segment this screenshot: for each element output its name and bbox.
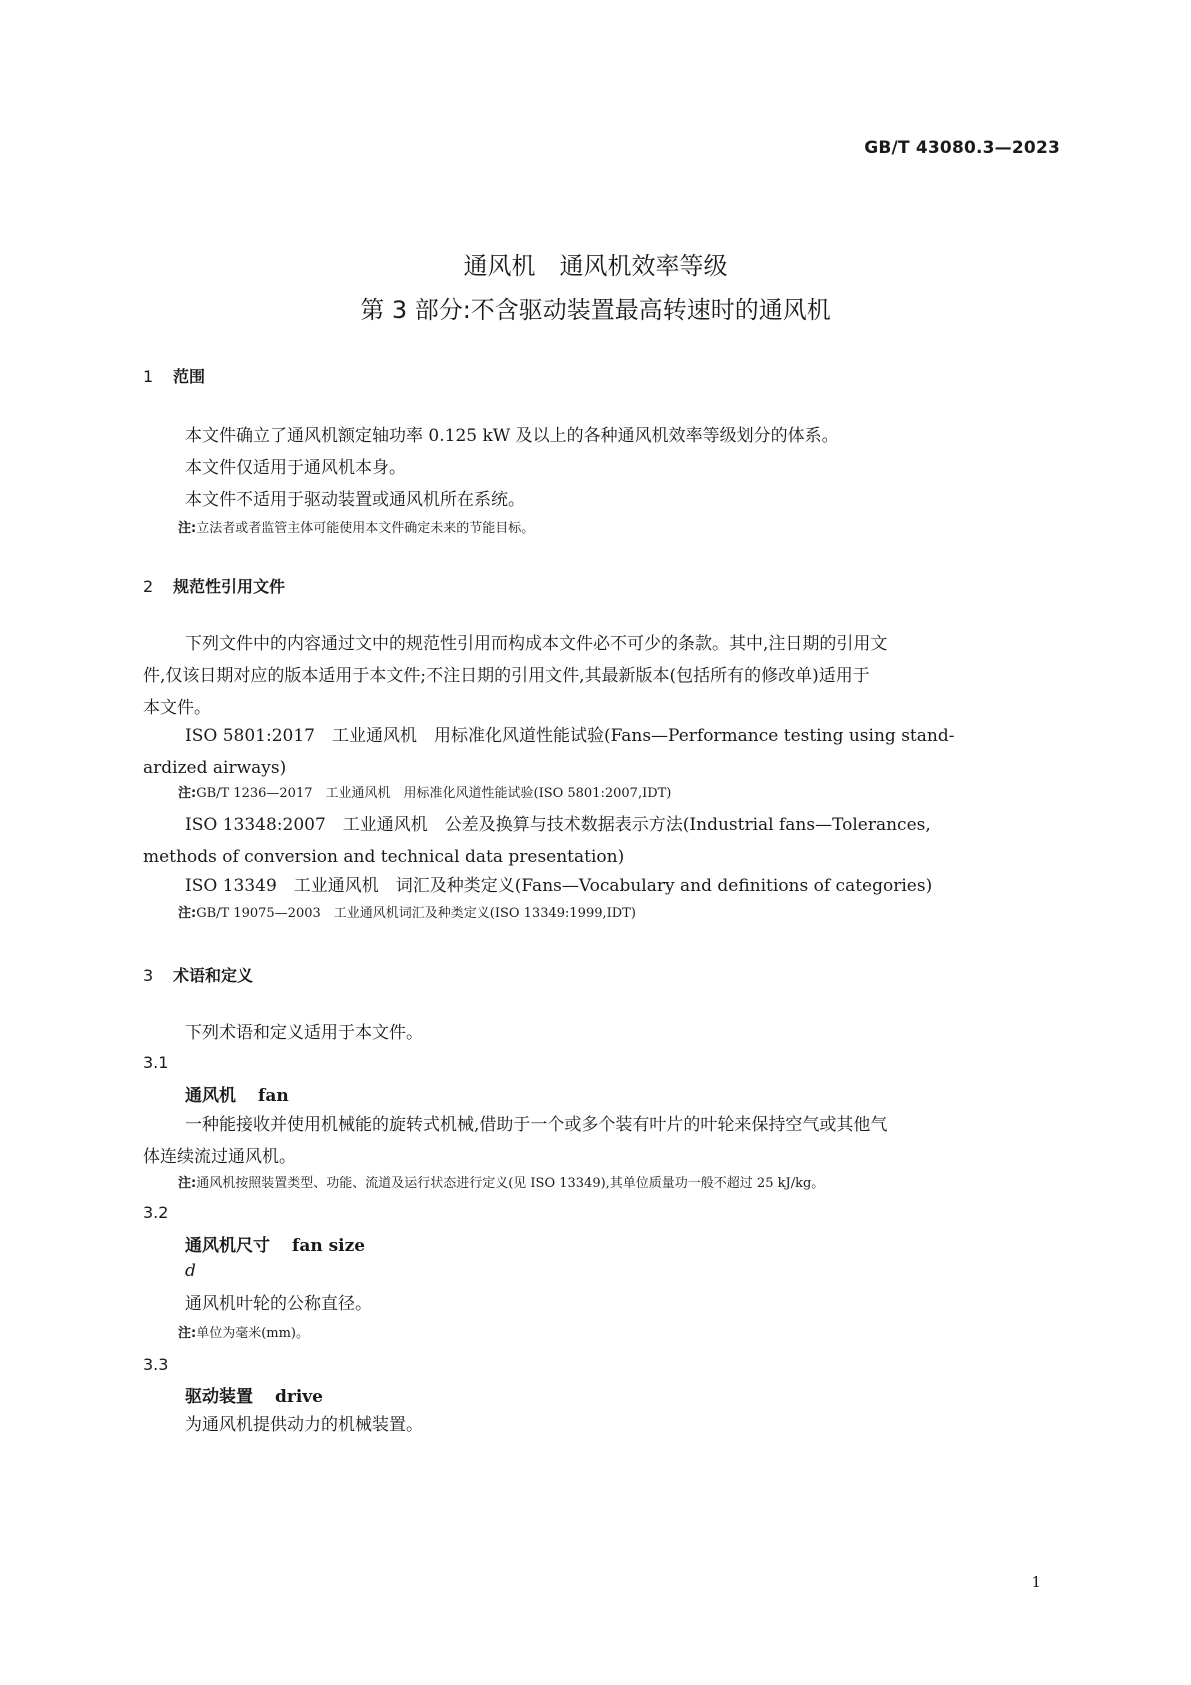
paragraph-line: 体连续流过通风机。 [143, 1147, 296, 1167]
reference-note-2 [178, 904, 1078, 924]
document-title-line-1: 通风机 通风机效率等级 [463, 252, 728, 280]
section-title: 术语和定义 [173, 966, 254, 985]
term-en: fan size [292, 1236, 366, 1256]
paragraph-line: ISO 13348:2007 工业通风机 公差及换算与技术数据表示方法(Industrial fans—Tolerances, [185, 815, 931, 835]
term-fan [185, 1081, 289, 1106]
term-fan-size-note [178, 1324, 1078, 1344]
note-text: 通风机按照装置类型、功能、流道及运行状态进行定义(见 ISO 13349),其单位质量功一般不超过 25 kJ/kg。 [196, 1176, 825, 1191]
section-1-paragraph-2: 本文件仅适用于通风机本身。 [185, 458, 406, 478]
section-number: 2 [143, 577, 154, 596]
reference-note-1 [178, 784, 1078, 804]
section-1-heading [143, 364, 205, 387]
paragraph-line: 件,仅该日期对应的版本适用于本文件;不注日期的引用文件,其最新版本(包括所有的修改单)适用于 [143, 666, 870, 686]
note-text: 立法者或者监管主体可能使用本文件确定未来的节能目标。 [196, 521, 535, 536]
paragraph-line: 一种能接收并使用机械能的旋转式机械,借助于一个或多个装有叶片的叶轮来保持空气或其他气 [185, 1115, 888, 1135]
section-title: 规范性引用文件 [173, 577, 286, 596]
page-number: 1 [1031, 1573, 1041, 1591]
note-text: 单位为毫米(mm)。 [196, 1326, 310, 1341]
section-1-note [178, 519, 1078, 539]
note-label: 注: [178, 521, 197, 536]
note-label: 注: [178, 906, 197, 921]
section-2-heading [143, 574, 285, 597]
reference-iso-5801 [143, 720, 1060, 784]
section-number: 1 [143, 367, 154, 386]
note-label: 注: [178, 1326, 197, 1341]
reference-iso-13349: ISO 13349 工业通风机 词汇及种类定义(Fans—Vocabulary and definitions of categories) [185, 876, 933, 896]
term-number: 3.1 [143, 1053, 169, 1072]
paragraph-line: 下列文件中的内容通过文中的规范性引用而构成本文件必不可少的条款。其中,注日期的引用文 [185, 634, 888, 654]
note-label: 注: [178, 1176, 197, 1191]
term-zh: 驱动装置 [185, 1387, 253, 1407]
note-label: 注: [178, 786, 197, 801]
document-title-line-2: 第 3 部分:不含驱动装置最高转速时的通风机 [360, 296, 831, 324]
term-zh: 通风机尺寸 [185, 1236, 270, 1256]
section-number: 3 [143, 966, 154, 985]
term-drive-definition: 为通风机提供动力的机械装置。 [185, 1415, 423, 1435]
section-title: 范围 [173, 367, 206, 386]
term-zh: 通风机 [185, 1086, 236, 1106]
term-fan-definition [143, 1109, 1060, 1173]
term-symbol: d [185, 1261, 196, 1281]
note-text: GB/T 1236—2017 工业通风机 用标准化风道性能试验(ISO 5801:2007,IDT) [196, 786, 672, 801]
term-fan-size [185, 1231, 365, 1256]
note-text: GB/T 19075—2003 工业通风机词汇及种类定义(ISO 13349:1999,IDT) [196, 906, 636, 921]
paragraph-line: methods of conversion and technical data presentation) [143, 847, 625, 867]
paragraph-line: ardized airways) [143, 758, 287, 778]
paragraph-line: ISO 5801:2017 工业通风机 用标准化风道性能试验(Fans—Performance testing using stand- [185, 726, 955, 746]
paragraph-line: 本文件。 [143, 698, 211, 718]
term-number: 3.2 [143, 1203, 169, 1222]
section-3-intro: 下列术语和定义适用于本文件。 [185, 1023, 423, 1043]
reference-iso-13348 [143, 809, 1060, 873]
term-drive [185, 1382, 323, 1407]
term-fan-note [178, 1174, 1078, 1194]
term-en: drive [275, 1387, 323, 1407]
section-2-intro-paragraph [143, 628, 1060, 724]
section-1-paragraph-3: 本文件不适用于驱动装置或通风机所在系统。 [185, 490, 525, 510]
term-number: 3.3 [143, 1355, 169, 1374]
term-en: fan [258, 1086, 289, 1106]
section-3-heading [143, 963, 253, 986]
standard-number: GB/T 43080.3—2023 [864, 138, 1060, 158]
section-1-paragraph-1: 本文件确立了通风机额定轴功率 0.125 kW 及以上的各种通风机效率等级划分的体系。 [185, 426, 839, 446]
term-fan-size-definition: 通风机叶轮的公称直径。 [185, 1294, 372, 1314]
